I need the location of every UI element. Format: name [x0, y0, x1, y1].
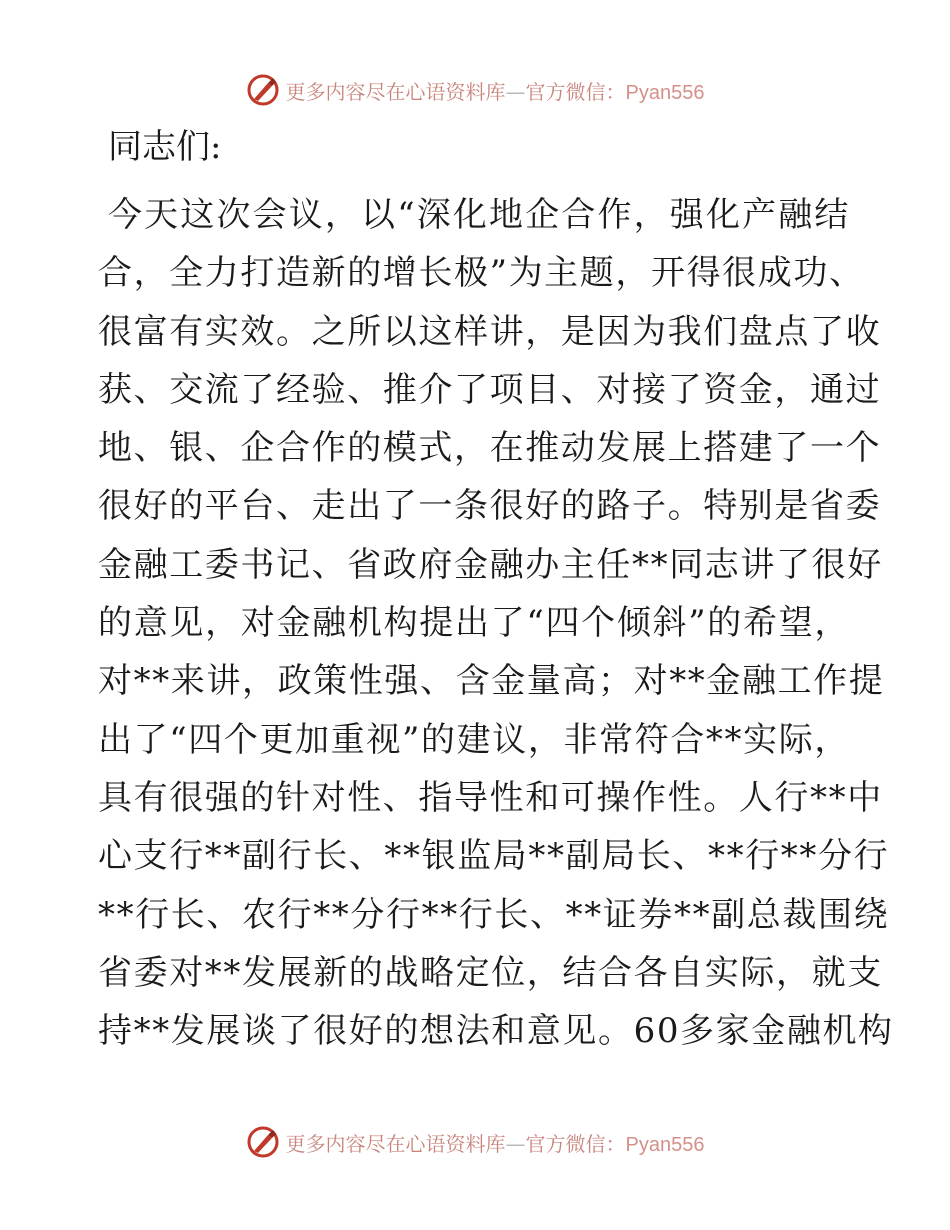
paragraph-line: 地、银、企合作的模式，在推动发展上搭建了一个 — [98, 428, 882, 469]
paragraph-line: 具有很强的针对性、指导性和可操作性。人行**中 — [98, 777, 883, 818]
paragraph-line: 今天这次会议，以“深化地企合作，强化产融结 — [108, 195, 850, 235]
pen-logo-icon — [246, 1125, 280, 1159]
salutation: 同志们: — [108, 127, 222, 167]
paragraph-line: 合，全力打造新的增长极”为主题，开得很成功、 — [98, 253, 865, 294]
header-watermark — [0, 70, 950, 110]
paragraph — [98, 186, 894, 1060]
pen-logo-icon — [246, 73, 280, 107]
paragraph-line: 出了“四个更加重视”的建议，非常符合**实际， — [98, 719, 850, 760]
paragraph-line: 对**来讲，政策性强、含金量高；对**金融工作提 — [98, 661, 885, 702]
paragraph-line: 心支行**副行长、**银监局**副局长、**行**分行 — [98, 836, 890, 877]
paragraph-line: 省委对**发展新的战略定位，结合各自实际，就支 — [98, 952, 883, 993]
paragraph-line: 很好的平台、走出了一条很好的路子。特别是省委 — [98, 486, 882, 527]
watermark-text: 更多内容尽在心语资料库—官方微信：Pyan556 — [285, 1131, 705, 1156]
watermark-text: 更多内容尽在心语资料库—官方微信：Pyan556 — [285, 79, 705, 104]
document-body — [98, 118, 894, 1060]
paragraph-line: 很富有实效。之所以这样讲，是因为我们盘点了收 — [98, 311, 882, 352]
paragraph-line: 的意见，对金融机构提出了“四个倾斜”的希望， — [98, 603, 850, 644]
paragraph-line: 持**发展谈了很好的想法和意见。60多家金融机构 — [98, 1011, 894, 1052]
paragraph-line: **行长、农行**分行**行长、**证券**副总裁围绕 — [98, 894, 890, 935]
paragraph-line: 金融工委书记、省政府金融办主任**同志讲了很好 — [98, 544, 883, 585]
footer-watermark — [0, 1122, 950, 1162]
paragraph-line: 获、交流了经验、推介了项目、对接了资金，通过 — [98, 369, 882, 410]
